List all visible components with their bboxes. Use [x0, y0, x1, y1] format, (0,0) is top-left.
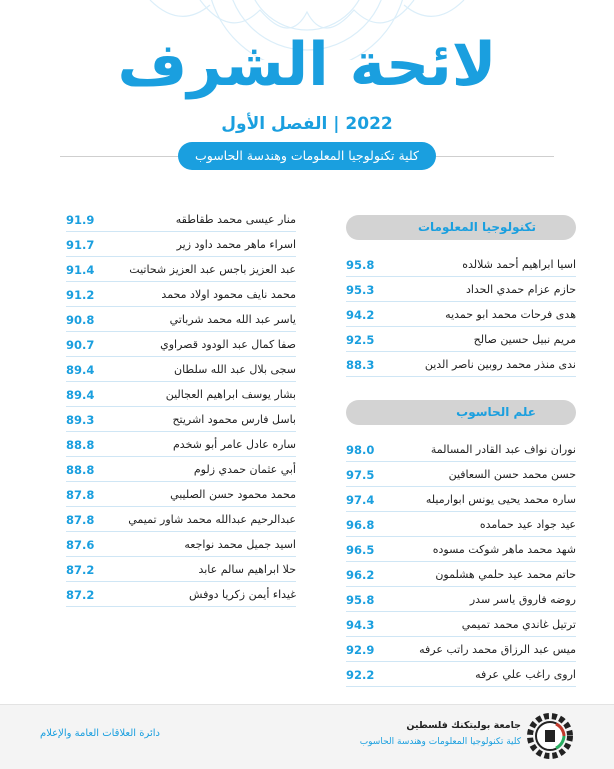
divider	[436, 156, 554, 157]
list-item: اروى راغب علي عرفه 92.2	[346, 665, 576, 689]
list-item: بشار يوسف ابراهيم العجالين 89.4	[66, 385, 296, 409]
list-item: اسراء ماهر محمد داود زير 91.7	[66, 235, 296, 259]
list-item: مريم نبيل حسين صالح 92.5	[346, 330, 576, 354]
list-item: حازم عزام حمدي الحداد 95.3	[346, 280, 576, 304]
section-header-it: تكنولوجيا المعلومات	[346, 215, 576, 240]
list-item: صفا كمال عبد الودود قصراوي 90.7	[66, 335, 296, 359]
list-item: اسيا ابراهيم أحمد شلالده 95.8	[346, 255, 576, 279]
list-item: باسل فارس محمود اشريتح 89.3	[66, 410, 296, 434]
list-item: ترتيل غاندي محمد تميمي 94.3	[346, 615, 576, 639]
footer-college: كلية تكنولوجيا المعلومات وهندسة الحاسوب	[359, 737, 521, 747]
list-item: حسن محمد حسن السعافين 97.5	[346, 465, 576, 489]
list-item: منار عيسى محمد طقاطقه 91.9	[66, 210, 296, 234]
list-item: اسيد جميل محمد نواجعه 87.6	[66, 535, 296, 559]
college-banner: كلية تكنولوجيا المعلومات وهندسة الحاسوب	[178, 142, 436, 170]
list-item: محمد محمود حسن الصليبي 87.8	[66, 485, 296, 509]
list-item: ساره محمد يحيى يونس ابوارميله 97.4	[346, 490, 576, 514]
list-item: سجى بلال عبد الله سلطان 89.4	[66, 360, 296, 384]
list-item: عيد جواد عيد حمامده 96.8	[346, 515, 576, 539]
university-logo-icon	[526, 712, 574, 760]
page-title: لائحة الشرف	[117, 30, 497, 100]
list-item: ندى منذر محمد روبين ناصر الدين 88.3	[346, 355, 576, 379]
list-item: عبدالرحيم عبدالله محمد شاور تميمي 87.8	[66, 510, 296, 534]
university-name: جامعة بوليتكنك فلسطين	[406, 720, 521, 731]
list-item: أبي عثمان حمدي زلوم 88.8	[66, 460, 296, 484]
list-item: حاتم محمد عيد حلمي هشلمون 96.2	[346, 565, 576, 589]
list-item: ساره عادل عامر أبو شخدم 88.8	[66, 435, 296, 459]
list-item: غيداء أيمن زكريا دوفش 87.2	[66, 585, 296, 609]
section-header-cs: علم الحاسوب	[346, 400, 576, 425]
list-item: ميس عبد الرزاق محمد راتب عرفه 92.9	[346, 640, 576, 664]
list-item: محمد نايف محمود اولاد محمد 91.2	[66, 285, 296, 309]
list-item: شهد محمد ماهر شوكت مسوده 96.5	[346, 540, 576, 564]
list-item: نوران نواف عبد القادر المسالمة 98.0	[346, 440, 576, 464]
list-item: روضه فاروق ياسر سدر 95.8	[346, 590, 576, 614]
list-item: عبد العزيز باجس عبد العزيز شحاتيت 91.4	[66, 260, 296, 284]
list-item: هدى فرحات محمد ابو حمديه 94.2	[346, 305, 576, 329]
list-item: حلا ابراهيم سالم عابد 87.2	[66, 560, 296, 584]
divider	[60, 156, 178, 157]
department-label: دائرة العلاقات العامة والإعلام	[40, 728, 161, 739]
semester-subtitle: 2022 | الفصل الأول	[221, 114, 393, 134]
list-item: ياسر عبد الله محمد شرباتي 90.8	[66, 310, 296, 334]
